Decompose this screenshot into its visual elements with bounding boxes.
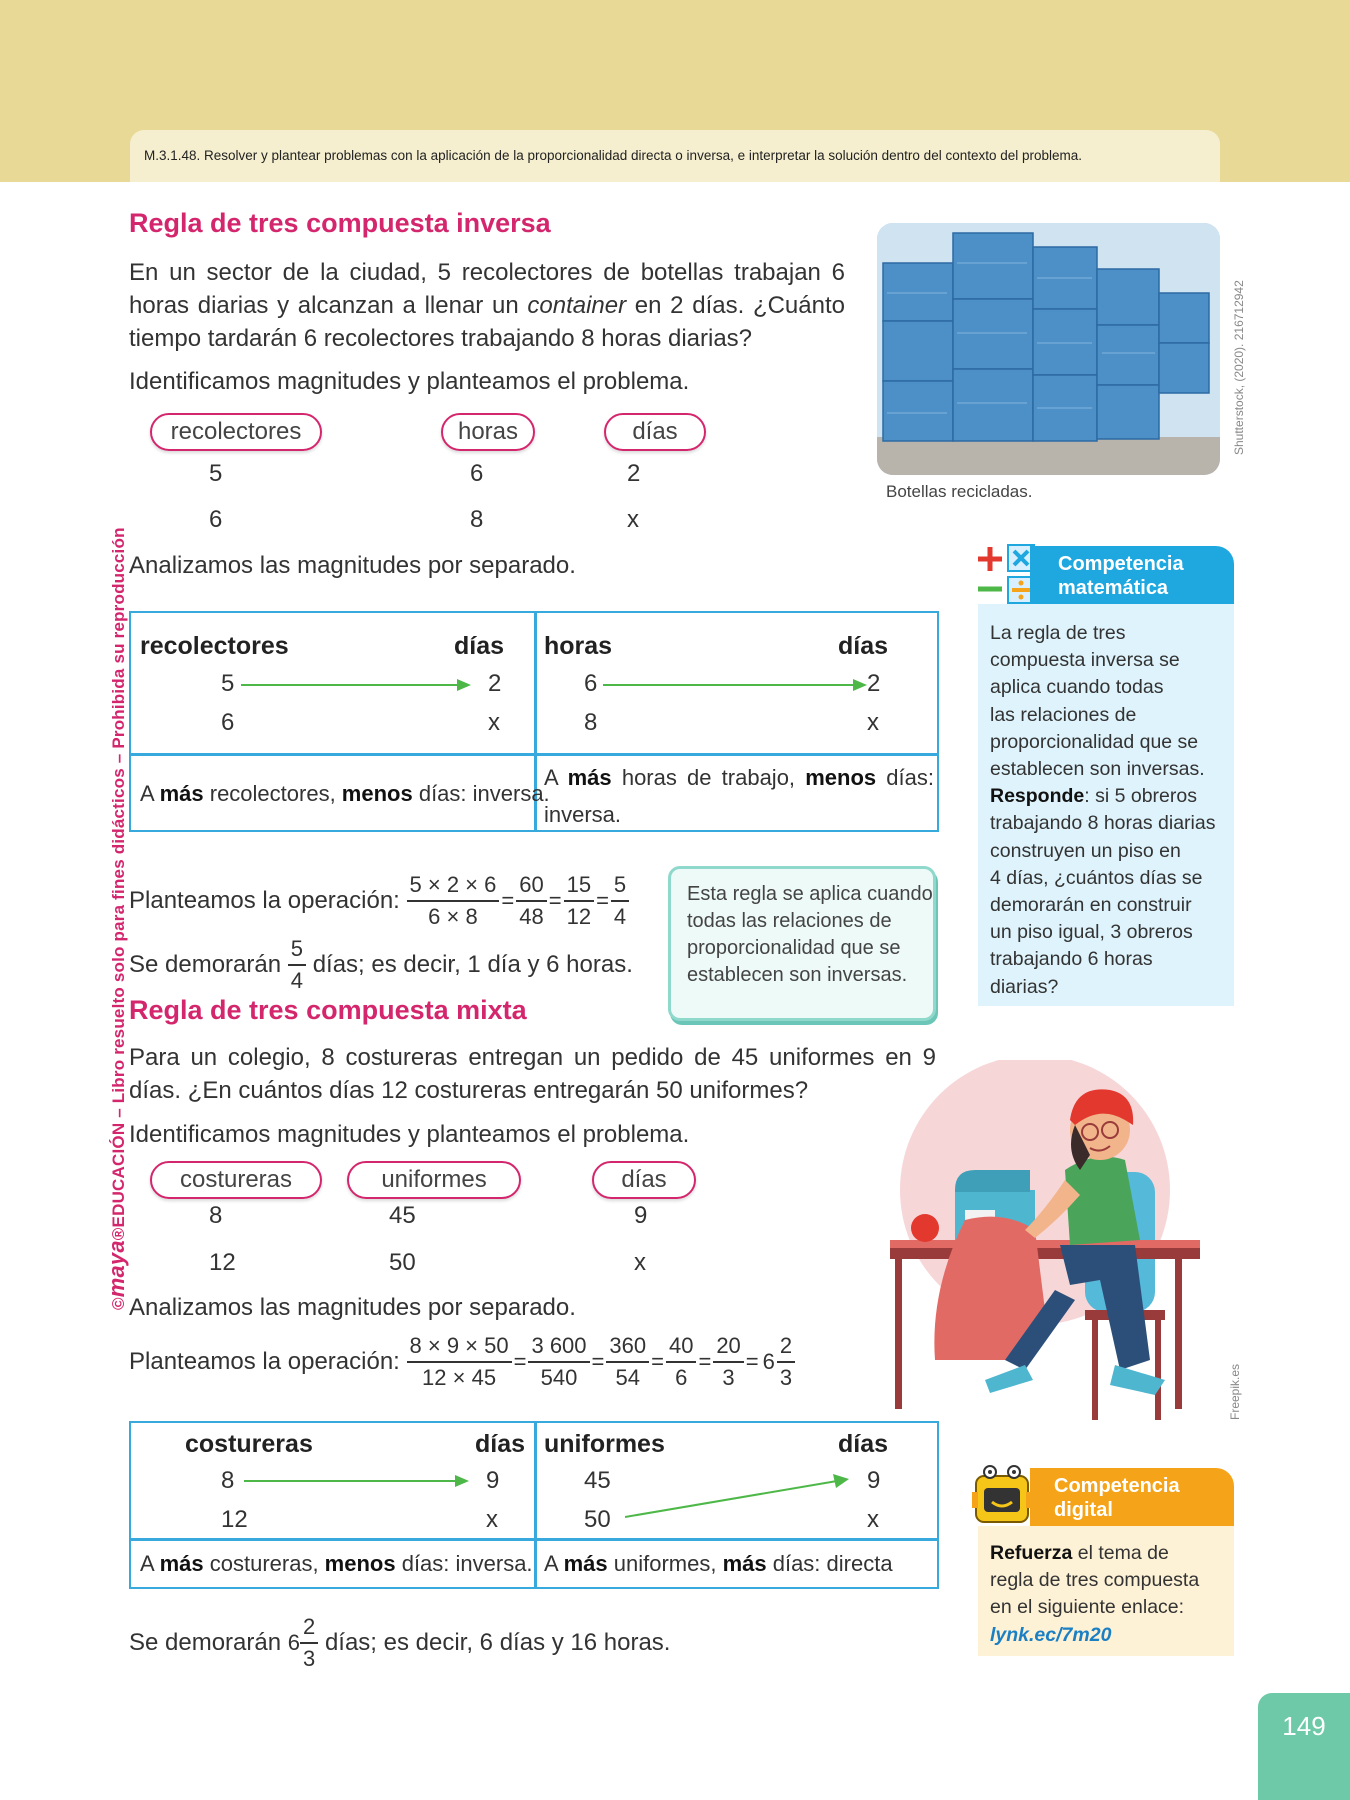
- pill-costureras: costureras: [150, 1161, 322, 1199]
- curriculum-standard: M.3.1.48. Resolver y plantear problemas con la aplicación de la proporcionalidad directa o inversa, e interpretar la solución dentro del contexto del problema.: [130, 130, 1220, 182]
- table-cell: 12: [221, 1506, 248, 1533]
- illustration-credit: Freepik.es: [1228, 1363, 1242, 1420]
- table-cell: x: [867, 709, 879, 736]
- analysis-table-2: [129, 1421, 939, 1589]
- table-cell: 6: [584, 670, 598, 697]
- section1-analyze: Analizamos las magnitudes por separado.: [129, 552, 576, 579]
- value: 9: [634, 1202, 648, 1229]
- value: 6: [209, 506, 223, 533]
- math-operations-icon: [972, 543, 1038, 609]
- table-cell: 2: [867, 670, 881, 697]
- table-header: horas: [544, 632, 613, 660]
- value: 2: [627, 460, 641, 487]
- section2-problem: Para un colegio, 8 costureras entregan un pedido de 45 uniformes en 9 días. ¿En cuántos días 12 costureras entregarán 50 uniformes?: [129, 1044, 936, 1104]
- pill-dias: días: [604, 413, 706, 451]
- value: 50: [389, 1249, 416, 1276]
- section2-analyze: Analizamos las magnitudes por separado.: [129, 1294, 576, 1321]
- value: 8: [470, 506, 484, 533]
- table-cell: 9: [486, 1467, 500, 1494]
- table-conclusion: A más recolectores, menos días: inversa.: [140, 781, 550, 806]
- value: 45: [389, 1202, 416, 1229]
- table-conclusion: A más horas de trabajo, menos días: inversa.: [544, 765, 934, 827]
- table-cell: 8: [584, 709, 598, 736]
- table-cell: x: [488, 709, 500, 736]
- table-cell: x: [867, 1506, 879, 1533]
- table-header: días: [454, 632, 505, 660]
- table-cell: 5: [221, 670, 235, 697]
- section1-result: Se demorarán $\frac{5}{4}$ días; es decir, 1 día y 6 horas.: [129, 936, 633, 993]
- table-cell: x: [486, 1506, 498, 1533]
- arrow-right-icon: [603, 673, 867, 697]
- table-cell: 6: [221, 709, 235, 736]
- section2-identify: Identificamos magnitudes y planteamos el problema.: [129, 1121, 690, 1148]
- page-number: 149: [1258, 1693, 1350, 1800]
- value: 5: [209, 460, 223, 487]
- arrow-right-icon: [241, 673, 471, 697]
- seamstress-illustration: [885, 1060, 1235, 1430]
- table-header: días: [475, 1430, 526, 1458]
- section2-title: Regla de tres compuesta mixta: [129, 995, 527, 1025]
- competencia-digital-body: Refuerza el tema de regla de tres compuesta en el siguiente enlace: lynk.ec/7m20: [978, 1526, 1234, 1656]
- table-cell: 2: [488, 670, 502, 697]
- copyright-sidebar: [104, 527, 130, 1310]
- digital-resource-link[interactable]: lynk.ec/7m20: [990, 1623, 1112, 1646]
- competencia-digital-header: Competencia digital: [1030, 1468, 1234, 1526]
- value: x: [634, 1249, 646, 1276]
- robot-icon: [968, 1462, 1038, 1532]
- table-conclusion: A más uniformes, más días: directa: [544, 1551, 893, 1576]
- section2-result: Se demorarán 6 $\frac{2}{3}$ días; es decir, 6 días y 16 horas.: [129, 1614, 671, 1671]
- arrow-right-icon: [244, 1469, 469, 1493]
- section1-identify: Identificamos magnitudes y planteamos el problema.: [129, 368, 690, 395]
- section1-title: Regla de tres compuesta inversa: [129, 208, 551, 238]
- value: 6: [470, 460, 484, 487]
- pill-recolectores: recolectores: [150, 413, 322, 451]
- analysis-table-1: [129, 611, 939, 832]
- table-cell: 8: [221, 1467, 235, 1494]
- section1-problem: En un sector de la ciudad, 5 recolectores de botellas trabajan 6 horas diarias y alcanzan a llenar un container en 2 días. ¿Cuánto tiempo tardarán 6 recolectores trabajando 8 horas diarias?: [129, 259, 845, 352]
- value: 12: [209, 1249, 236, 1276]
- competencia-matematica-header: Competencia matemática: [1030, 546, 1234, 604]
- rule-note: Esta regla se aplica cuando todas las relaciones de proporcionalidad que se establecen son inversas.: [668, 866, 936, 1021]
- table-cell: 45: [584, 1467, 611, 1494]
- value: 8: [209, 1202, 223, 1229]
- copyright-symbol: ©: [109, 1297, 128, 1310]
- section2-operation: Planteamos la operación: $\frac{8 \times 9 \times 50}{12 \times 45}$ = $\frac{3 600}{540}$ = $\frac{360}{54}$ = $\frac{40}{6}$ = $\frac{20}{3}$ = 6 $\frac{2}{3}$: [129, 1331, 795, 1393]
- table-header: recolectores: [140, 632, 289, 660]
- competencia-matematica-body: La regla de tres compuesta inversa se aplica cuando todas las relaciones de proporcionalidad que se establecen son inversas. Responde: si 5 obreros trabajando 8 horas diarias construyen un piso en 4 días, ¿cuántos días se demorarán en construir un piso igual, 3 obreros trabajando 6 horas diarias?: [978, 604, 1234, 1006]
- value: x: [627, 506, 639, 533]
- copyright-text: EDUCACIÓN – Libro resuelto solo para fines didácticos – Prohibida su reproducción: [109, 527, 128, 1228]
- photo-credit: Shutterstock, (2020). 216712942: [1232, 280, 1246, 455]
- table-header: días: [838, 1430, 889, 1458]
- pill-dias: días: [592, 1161, 696, 1199]
- recycled-bottles-photo: [877, 223, 1220, 475]
- section1-operation: Planteamos la operación: $\frac{5 \times 2 \times 6}{6 \times 8}$ = $\frac{60}{48}$ = $\frac{15}{12}$ = $\frac{5}{4}$: [129, 870, 629, 932]
- arrow-up-right-icon: [625, 1467, 849, 1523]
- table-cell: 50: [584, 1506, 611, 1533]
- photo-caption: Botellas recicladas.: [886, 482, 1033, 501]
- brand-logo: maya: [104, 1240, 129, 1298]
- pill-horas: horas: [441, 413, 535, 451]
- registered-symbol: ®: [109, 1227, 128, 1241]
- table-header: costureras: [185, 1430, 313, 1458]
- table-cell: 9: [867, 1467, 881, 1494]
- table-header: uniformes: [544, 1430, 665, 1458]
- table-header: días: [838, 632, 889, 660]
- table-conclusion: A más costureras, menos días: inversa.: [140, 1551, 533, 1576]
- pill-uniformes: uniformes: [347, 1161, 521, 1199]
